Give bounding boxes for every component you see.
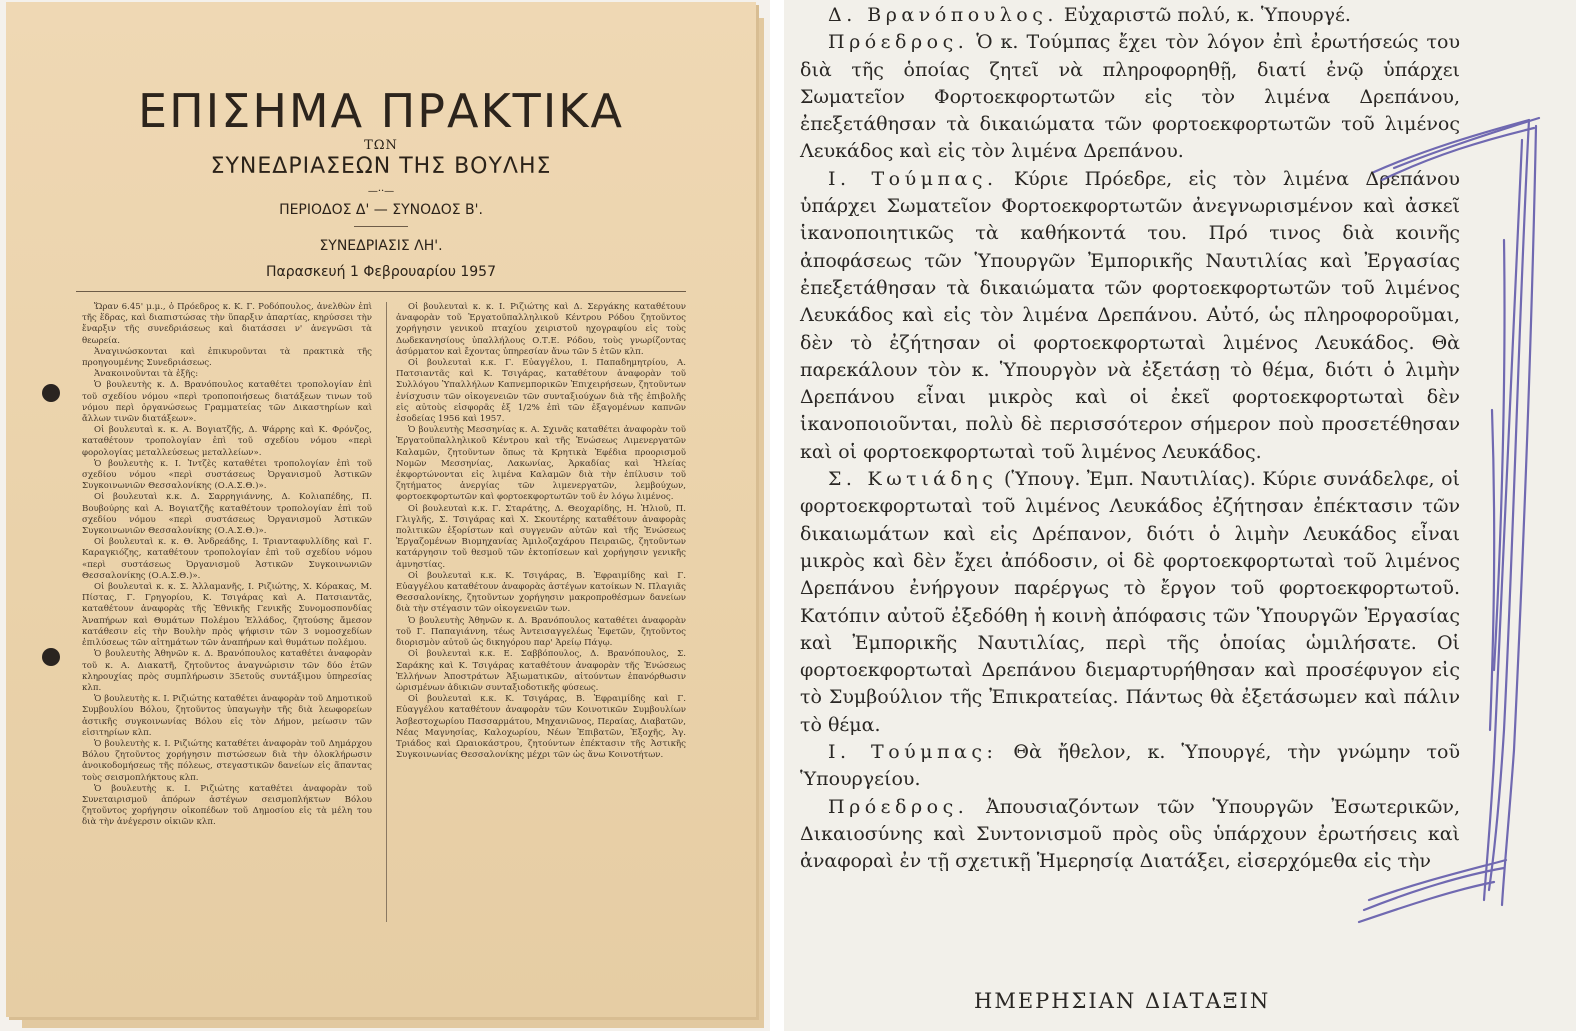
front-page-sheet (6, 2, 756, 1017)
speech-text: Εὐχαριστῶ πολύ, κ. Ὑπουργέ. (1057, 4, 1351, 26)
column-paragraph: Ὁ βουλευτὴς κ. Δ. Βρανόπουλος καταθέτει τροπολογίαν ἐπὶ τοῦ σχεδίου νόμου «περὶ τροποποιήσεως διατάξεων τινων τοῦ νόμου περὶ ὀργανώσεως Γραμματείας τῶν Δικαστηρίων καὶ ἄλλων τινῶν διατάξεων». (82, 380, 372, 425)
column-paragraph: Ὁ βουλευτὴς κ. Ι. Ριζιώτης καταθέτει ἀναφορὰν τοῦ Δημάρχου Βόλου ζητοῦντος χορήγησιν πιστώσεων διὰ τὴν ὁλοκλήρωσιν ἀνοικοδομήσεως τῆς πόλεως, στεγαστικῶν δανείων εἰς ἅπαντας τοὺς σεισμοπλήκτους κλπ. (82, 738, 372, 783)
column-paragraph: Ὁ βουλευτὴς Μεσσηνίας κ. Α. Σχινᾶς καταθέτει ἀναφορὰν τοῦ Ἐργατοϋπαλληλικοῦ Κέντρου καὶ τῆς Ἑνώσεως Λιμενεργατῶν Καλαμῶν, ζητοῦντων ὅπως τὰ Κρητικὰ Ἐφέδια προορισμοῦ Νομῶν Μεσσηνίας, Λακωνίας, Ἀρκαδίας καὶ Ἠλείας ἐκφορτώνονται εἰς λιμένα Καλαμῶν διὰ τὴν ἐπίλυσιν τοῦ ζητήματος ἀνεργίας τῶν λιμενεργατῶν, λεμβούχων, φορτοεκφορτωτῶν καὶ φορτοεκφορτωτῶν τοῦ ἐν λόγω λιμένος. (396, 425, 686, 503)
speaker-name: Ι. Τούμπας: (828, 741, 998, 764)
period-line: ΠΕΡΙΟΔΟΣ Δ' — ΣΥΝΟΔΟΣ Β'. (279, 202, 483, 218)
punch-hole (42, 384, 60, 402)
speech-text: (Ὑπουγ. Ἐμπ. Ναυτιλίας). Κύριε συνάδελφε, οἱ φορτοεκφορτωταὶ τοῦ λιμένος Λευκάδος ἐζήτησαν ἐπέκτασιν τῶν δικαιωμάτων καὶ εἰς Δρέπανον, διότι ὁ λιμὴν Λευκάδος εἶναι μικρὸς καὶ δὲν ἔχει ἀπόδοσιν, οἱ δὲ φορτοεκφορτωταὶ τοῦ λιμένος Δρεπάνου ἐνήργουν παρέργως τὸ ἔργον τοῦ φορτοεκφορτωτοῦ. Κατόπιν αὐτοῦ ἐξεδόθη ἡ κοινὴ ἀπόφασις τῶν Ὑπουργῶν Ἐργασίας καὶ Ἐμπορικῆς Ναυτιλίας, περὶ τῆς ὁποίας ὡμιλήσατε. Οἱ φορτοεκφορτωταὶ Δρεπάνου διεμαρτυρήθησαν καὶ προσέφυγον εἰς τὸ Συμβούλιον τῆς Ἐπικρατείας. Πάντως θὰ ἐξετάσωμεν καὶ πάλιν τὸ θέμα. (800, 468, 1460, 736)
column-paragraph: Ἀνακοινοῦνται τὰ ἑξῆς: (94, 369, 199, 380)
agenda-heading: ΗΜΕΡΗΣΙΑΝ ΔΙΑΤΑΞΙΝ (974, 989, 1271, 1013)
column-paragraph: Οἱ βουλευταὶ κ. κ. Ι. Ριζιώτης καὶ Δ. Σεργάκης καταθέτουν ἀναφορὰν τοῦ Ἐργατοϋπαλληλικοῦ Κέντρου Ρόδου ζητοῦντος χορήγησιν γενικοῦ πταχίου χειριστοῦ ηχογραφίου εἰς τοὺς Δωδεκανησίους ὑπαλλήλους Ο.Τ.Ε. Ρόδου, τοὺς γνωρίζοντας ἀσύρματον καὶ ἔχοντας ὑπηρεσίαν ἄνω τῶν 5 ἐτῶν κλπ. (396, 302, 686, 357)
speaker-name: Δ. Βρανόπουλος. (828, 4, 1058, 26)
speaker-name: Πρόεδρος. (828, 795, 969, 818)
speaker-name: Ι. Τούμπας. (828, 167, 998, 190)
column-paragraph: Οἱ βουλευταὶ κ.κ. Ε. Σαββόπουλος, Δ. Βρανόπουλος, Σ. Σαράκης καὶ Κ. Τσιγάρας καταθέτουν ἀναφορὰν τῆς Ἑνώσεως Ἑλλήνων Ἀποστράτων Ἀξιωματικῶν, αἰτούντων ἐπανόρθωσιν ὡρισμένων ἀδικιῶν συνταξιοδοτικῆς φύσεως. (396, 649, 686, 693)
front-page-panel (0, 0, 770, 1031)
masthead-subtitle: ΣΥΝΕΔΡΙΑΣΕΩΝ ΤΗΣ ΒΟΥΛΗΣ (210, 154, 552, 179)
divider (76, 291, 686, 292)
column-paragraph: Οἱ βουλευταὶ κ.κ. Γ. Σταράτης, Δ. Θεοχαρίδης, Η. Ἠλιοῦ, Π. Γλιγλῆς, Σ. Τσιγάρας καὶ Χ. Σκουτέρης καταθέτουν ἀναφορὰς πολιτικῶν ἐξορίστων καὶ συγγενῶν αὐτῶν καὶ τῆς Ἑνώσεως Ἐργαζομένων Βιομηχανίας Ἀμιλοζαχάρου Πειραιῶς, ζητοῦντων κατάργησιν τοῦ θεσμοῦ τῶν ἐκτοπίσεων καὶ χορήγησιν γενικῆς ἀμνηστίας. (396, 503, 686, 570)
column-paragraph: Ὁ βουλευτὴς Ἀθηνῶν κ. Δ. Βρανόπουλος καταθέτει ἀναφορὰν τοῦ Γ. Παπαγιάννη, τέως Ἀντεισαγγελέως Ἐφετῶν, ζητοῦντος διορισμὸν αὐτοῦ ὡς δικηγόρου παρ' Ἀρείῳ Πάγῳ. (396, 615, 686, 649)
session-line: ΣΥΝΕΔΡΙΑΣΙΣ ΛΗ'. (319, 238, 443, 254)
column-paragraph: Οἱ βουλευταὶ κ. κ. Σ. Ἀλλαμανῆς, Ι. Ριζιώτης, Χ. Κόρακας, Μ. Πίστας, Γ. Γρηγορίου, Κ. Τσιγάρας καὶ Α. Πατσιαντᾶς, καταθέτουν ἀναφορὰς τῆς Ἐθνικῆς Γενικῆς Συνομοσπονδίας Ἀναπήρων καὶ Θυμάτων Πολέμου Ἑλλάδος, ζητούσης ἄμεσον κατάθεσιν εἰς τὴν Βουλὴν πρὸς ψήφισιν τῶν 3 νομοσχεδίων ἐπιλύσεως τῶν αἰτημάτων τῶν ἀναπήρων καὶ θυμάτων πολέμου. (82, 582, 372, 649)
column-paragraph: Ὁ βουλευτὴς κ. Ι. Ριζιώτης καταθέτει ἀναφορὰν τοῦ Συνεταιρισμοῦ ἀπόρων ἀστέγων σεισμοπλήκτων Βόλου ζητοῦντος χορήγησιν οἰκοπέδων τοῦ Δημοσίου εἰς τὰ μέλη του διὰ τὴν ἀνέγερσιν οἰκιῶν κλπ. (82, 783, 372, 828)
column-divider (386, 302, 387, 922)
body-column-right (396, 302, 686, 761)
speech-text: Ἀπουσιαζόντων τῶν Ὑπουργῶν Ἐσωτερικῶν, Δικαιοσύνης καὶ Συντονισμοῦ πρὸς οὓς ὑπάρχουν ἐρωτήσεις καὶ ἀναφοραὶ ἐν τῇ σχετικῇ Ἡμερησίᾳ Διατάξει, εἰσερχόμεθα εἰς τὴν (800, 795, 1460, 873)
handwritten-bracket-mark (1354, 110, 1554, 940)
speech-paragraph (800, 2, 1460, 29)
zoomed-excerpt-panel (784, 0, 1576, 1031)
column-paragraph: Ἀναγινώσκονται καὶ ἐπικυροῦνται τὰ πρακτικὰ τῆς προηγουμένης Συνεδριάσεως. (82, 346, 372, 369)
masthead-ton: ΤΩΝ (364, 138, 398, 153)
column-paragraph: Ὁ βουλευτὴς κ. Ι. Ἰντζὲς καταθέτει τροπολογίαν ἐπὶ τοῦ σχεδίου νόμου «περὶ συστάσεως Ὀργανισμοῦ Ἀστικῶν Συγκοινωνιῶν Θεσσαλονίκης (Ο.Α.Σ.Θ.)». (82, 458, 372, 492)
speaker-name: Σ. Κωτιάδης (828, 468, 998, 491)
punch-hole (42, 648, 60, 666)
speaker-name: Πρόεδρος. (828, 31, 969, 54)
speech-text: Ὁ κ. Τούμπας ἔχει τὸν λόγον ἐπὶ ἐρωτήσεώς του διὰ τῆς ὁποίας ζητεῖ νὰ πληροφορηθῇ, διατί ἐνῷ ὑπάρχει Σωματεῖον Φορτοεκφορτωτῶν εἰς τὸν λιμένα Δρεπάνου, ἐπεξετάθησαν τὰ δικαιώματα τῶν φορτοεκφορτωτῶν τοῦ λιμένος Λευκάδος καὶ εἰς τὸν λιμένα Δρεπάνου. (800, 31, 1460, 163)
column-paragraph: Οἱ βουλευταὶ κ.κ. Κ. Τσιγάρας, Β. Ἐφραιμίδης καὶ Γ. Εὐαγγέλου καταθέτουν ἀναφορὰς ἀστέγων κατοίκων Ν. Πλαγιᾶς Θεσσαλονίκης, ζητοῦντων χορήγησιν μακροπροθέσμων δανείων διὰ τὴν στέγασιν τῶν οἰκογενειῶν των. (396, 570, 686, 615)
column-paragraph: Οἱ βουλευταὶ κ.κ. Δ. Σαρρηγιάννης, Δ. Κολιαπέδης, Π. Βουβούρης καὶ Α. Βογιατζῆς καταθέτουν τροπολογίαν ἐπὶ τοῦ σχεδίου νόμου «περὶ συστάσεως Ὀργανισμοῦ Ἀστικῶν Συγκοινωνιῶν Θεσσαλονίκης (Ο.Α.Σ.Θ.)». (82, 492, 372, 537)
column-paragraph: Οἱ βουλευταὶ κ.κ. Κ. Τσιγάρας, Β. Ἐφραιμίδης καὶ Γ. Εὐαγγέλου καταθέτουν ἀναφορὰν τῶν Κοινοτικῶν Συμβουλίων Ἀσβεστοχωρίου Πασσαρμάτου, Μηχανιῶνος, Περαίας, Διαβατῶν, Νέας Μαγνησίας, Καλοχωρίου, Νέων Ἐπιβατῶν, Ἐξοχῆς, Ἁγ. Τριάδος καὶ Ωραιοκάστρου, ζητούντων ἐπέκτασιν τῆς Ἀστικῆς Συγκοινωνίας Θεσσαλονίκης μέχρι τῶν ὡς ἄνω Κοινοτήτων. (396, 694, 686, 761)
session-date: Παρασκευή 1 Φεβρουαρίου 1957 (265, 264, 496, 280)
speech-text: Θὰ ἤθελον, κ. Ὑπουργέ, τὴν γνώμην τοῦ Ὑπουργείου. (800, 741, 1460, 791)
divider (354, 226, 408, 227)
masthead-ornament: —··— (367, 186, 395, 197)
column-paragraph: Οἱ βουλευταὶ κ. κ. Θ. Ἀνδρεάδης, Ι. Τριανταφυλλίδης καὶ Γ. Καραγκιόζης, καταθέτουν τροπολογίαν ἐπὶ τοῦ σχεδίου νόμου «περὶ συστάσεως Ὀργανισμοῦ Ἀστικῶν Συγκοινωνιῶν Θεσσαλονίκης (Ο.Α.Σ.Θ.)». (82, 537, 372, 581)
speech-text: Κύριε Πρόεδρε, εἰς τὸν λιμένα Δρεπάνου ὑπάρχει Σωματεῖον Φορτοεκφορτωτῶν ἀνεγνωρισμένον καὶ ἀσκεῖ ἱκανοποιητικῶς τὰ καθήκοντά του. Πρό τινος διὰ κοινῆς ἀποφάσεως τῶν Ὑπουργῶν Ἐμπορικῆς Ναυτιλίας καὶ Ἐργασίας ἐπεξετάθησαν τὰ δικαιώματα τῶν φορτοεκφορτωτῶν τοῦ λιμένος Λευκάδος καὶ εἰς τὸν λιμένα Δρεπάνου. Αὐτό, ὡς πληροφοροῦμαι, δὲν τὸ ἐζήτησαν οἱ φορτοεκφορτωταὶ λιμένος Λευκάδος. Θὰ παρεκάλουν τὸν κ. Ὑπουργὸν νὰ ἐξετάσῃ τὸ θέμα, διότι ὁ λιμὴν Δρεπάνου εἶναι μικρὸς καὶ οἱ ἐκεῖ φορτοεκφορτωταὶ δὲν ἱκανοποιοῦνται, πολὺ δὲ περισσότερον σήμερον ποὺ προσετέθησαν καὶ οἱ φορτοεκφορτωταὶ τοῦ λιμένος Λευκάδος. (800, 167, 1460, 463)
column-paragraph: Οἱ βουλευταὶ κ. κ. Α. Βογιατζῆς, Δ. Ψάρρης καὶ Κ. Φρόνζος, καταθέτουν τροπολογίαν ἐπὶ τοῦ σχεδίου νόμου «περὶ φορολογίας μεταλλεύσεως μεταλλείων». (82, 425, 372, 458)
column-paragraph: Ὁ βουλευτὴς κ. Ι. Ριζιώτης καταθέτει ἀναφορὰν τοῦ Δημοτικοῦ Συμβουλίου Βόλου, ζητοῦντος ὑπαγωγὴν τῆς διὰ λεωφορείων ἀστικῆς συγκοινωνίας Βόλου εἰς τὸν Δήμον, μείωσιν τῶν εἰσιτηρίων κλπ. (82, 694, 372, 738)
body-column-left (82, 302, 372, 829)
column-paragraph: Ὥραν 6.45' μ.μ., ὁ Πρόεδρος κ. Κ. Γ. Ροδόπουλος, ἀνελθὼν ἐπὶ τῆς ἕδρας, καὶ διαπιστώσας τὴν ὕπαρξιν ἀπαρτίας, κηρύσσει τὴν ἔναρξιν τῆς συνεδριάσεως καὶ διατάσσει ν' ἀνεγνῶσι τὰ θεωρεία. (82, 302, 372, 346)
column-paragraph: Οἱ βουλευταὶ κ.κ. Γ. Εὐαγγέλου, Ι. Παπαδημητρίου, Α. Πατσιαντᾶς καὶ Κ. Τσιγάρας, καταθέτουν ἀναφορὰν τοῦ Συλλόγου Ὑπαλλήλων Καπνεμπορικῶν Ἐπιχειρήσεων, ζητοῦντων ἐνίσχυσιν τῶν οἰκογενειῶν τῶν συνταξιούχων διὰ τῆς ἐπιβολῆς εἰς αὐτοὺς εἰσφορᾶς ἐξ 1/2% ἐπὶ τῶν ἐξαγομένων καπνῶν ἐσοδείας 1956 καὶ 1957. (396, 358, 686, 425)
column-paragraph: Ὁ βουλευτὴς Ἀθηνῶν κ. Δ. Βρανόπουλος καταθέτει ἀναφορὰν τοῦ κ. Α. Διακατῆ, ζητοῦντος ἀναγνώρισιν τῶν δύο ἐτῶν κληρουχίας πρὸς συμπλήρωσιν 35ετοῦς συντάξιμου ὑπηρεσίας κλπ. (82, 649, 372, 693)
masthead-title: ΕΠΙΣΗΜΑ ΠΡΑΚΤΙΚΑ (138, 84, 624, 138)
